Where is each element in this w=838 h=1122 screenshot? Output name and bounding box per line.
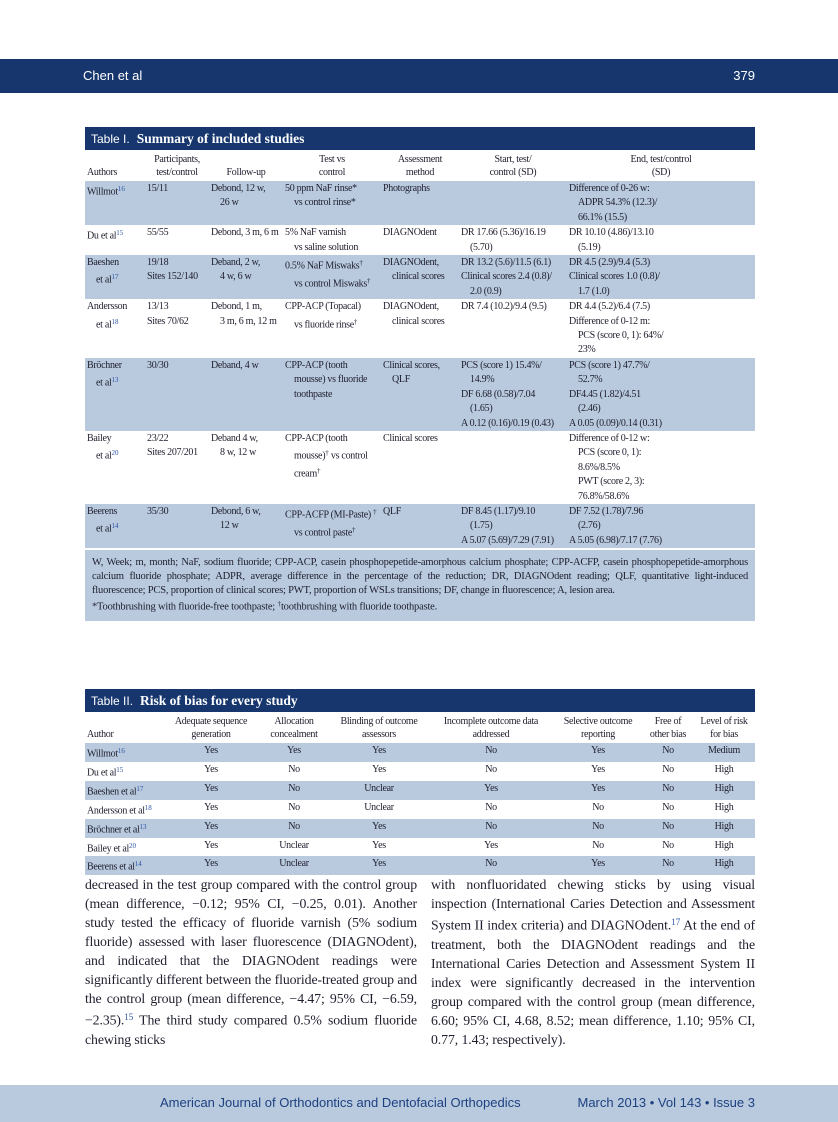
table1-cell (459, 358, 567, 431)
table2-value-cell: High (714, 763, 734, 775)
table2-value-cell: Yes (287, 745, 301, 756)
table2-value-cell: No (662, 858, 674, 870)
citation-ref: 15 (116, 765, 124, 774)
table1-cell (567, 299, 755, 358)
table2-value-cell: Yes (204, 745, 218, 756)
citation-ref: 14 (111, 522, 119, 531)
cell-line: Beerens (87, 505, 118, 517)
footer-band (0, 1085, 838, 1122)
table2-value-cell: High (714, 858, 734, 870)
table2-row (85, 856, 755, 875)
table1-cell (85, 504, 145, 548)
cell-line: Bailey (87, 432, 112, 444)
dagger-mark: † (353, 317, 358, 326)
table2-value-cell: No (662, 801, 674, 813)
table2-value-cell: Yes (591, 763, 605, 775)
table2-value-cell: Yes (204, 820, 218, 832)
cell-line: 52.7% (578, 374, 603, 386)
cell-line: DR 7.4 (10.2)/9.4 (9.5) (461, 301, 547, 313)
cell-line: Willmot$^{16}$ (87, 747, 125, 760)
table1-cell (85, 225, 145, 255)
table1-cell (145, 299, 209, 358)
cell-line: (5.70) (470, 241, 493, 253)
running-head-author: Chen et al (83, 68, 143, 83)
cell-line: Clinical scores 1.0 (0.8)/ (569, 271, 660, 283)
table2-column-header: Adequate sequence generation (174, 716, 248, 740)
table2-author-cell (85, 819, 163, 838)
citation-ref: 18 (111, 317, 119, 326)
cell-line: QLF (392, 374, 410, 386)
table1-cell (381, 504, 459, 548)
citation-ref: 17 (111, 273, 119, 282)
table1-cell (567, 181, 755, 225)
cell-line: 15/11 (147, 183, 168, 194)
table1-cell (567, 504, 755, 548)
table2-value-cell: No (662, 839, 674, 851)
table1-summary-of-studies (85, 150, 755, 548)
cell-line: PWT (score 2, 3): (578, 476, 645, 488)
cell-line: CPP-ACP (tooth (285, 432, 348, 444)
table2-author-cell (85, 800, 163, 819)
cell-line: PCS (score 1) 15.4%/ (461, 359, 542, 371)
table1-cell (85, 358, 145, 431)
cell-line: 30/30 (147, 359, 169, 371)
cell-line: DR 10.10 (4.86)/13.10 (569, 227, 654, 239)
cell-line: Debond, 6 w, (211, 505, 261, 517)
table1-cell (459, 225, 567, 255)
table2-value-cell: High (714, 839, 734, 851)
table2-value-cell: Yes (204, 801, 218, 813)
table1-cell (145, 504, 209, 548)
table2-author-cell (85, 838, 163, 857)
cell-line: DIAGNOdent, (383, 257, 439, 269)
table1-column-header: Assessment method (397, 154, 443, 178)
cell-line: Baeshen (87, 257, 119, 269)
citation-ref: 18 (144, 803, 152, 812)
table1-cell (145, 181, 209, 225)
table2-value-cell: Unclear (364, 782, 394, 794)
citation-ref: 15 (124, 1012, 134, 1022)
table2-value-cell: No (288, 801, 300, 813)
cell-line: 14.9% (470, 374, 495, 386)
cell-line: DIAGNOdent (383, 227, 437, 239)
dagger-mark: † (359, 259, 363, 268)
cell-line: Clinical scores, (383, 359, 440, 371)
table2-author-cell (85, 743, 163, 762)
table2-value-cell: No (485, 858, 497, 870)
citation-ref: 16 (117, 185, 125, 193)
table2-label: Table II. (91, 694, 134, 708)
cell-line: Debond, 3 m, 6 m (211, 227, 279, 239)
cell-line: A 0.12 (0.16)/0.19 (0.43) (461, 417, 554, 429)
cell-line: vs control Miswaks† (294, 276, 371, 290)
cell-line: et al$^{13}$ (96, 376, 119, 389)
table1-cell (145, 431, 209, 504)
cell-line: Deband, 4 w (211, 359, 259, 371)
cell-line: Sites 70/62 (147, 315, 189, 327)
table1-cell (459, 431, 567, 504)
cell-line: 3 m, 6 m, 12 m (220, 315, 277, 327)
table1-cell (145, 358, 209, 431)
page-number: 379 (733, 68, 755, 83)
cell-line: ADPR 54.3% (12.3)/ (578, 197, 658, 209)
table2-value-cell: Yes (204, 782, 218, 794)
table2-column-header: Allocation concealment (270, 716, 318, 740)
table2-author-cell (85, 781, 163, 800)
citation-ref: 13 (111, 376, 119, 385)
cell-line: Difference of 0-12 w: (569, 432, 650, 444)
table2-value-cell: No (592, 820, 604, 832)
table1-cell (381, 299, 459, 358)
table2-column-header: Free of other bias (649, 716, 687, 740)
table1-cell (459, 504, 567, 548)
cell-line: PCS (score 0, 1): (578, 447, 642, 459)
citation-ref: 14 (134, 860, 142, 869)
table1-column-header: End, test/control (SD) (630, 154, 692, 178)
body-text (85, 875, 755, 1049)
cell-line: 0.5% NaF Miswaks† (285, 259, 363, 272)
cell-line: CPP-ACFP (MI-Paste) † (285, 507, 377, 521)
cell-line: DF 7.52 (1.78)/7.96 (569, 505, 644, 517)
table2-value-cell: No (288, 782, 300, 794)
cell-line: 5% NaF varnish (285, 227, 346, 239)
table1-column-header: Authors (87, 166, 118, 178)
cell-line: et al$^{18}$ (96, 317, 119, 331)
table1-cell (283, 225, 381, 255)
cell-line: Deband, 2 w, (211, 257, 261, 269)
citation-ref: 15 (116, 229, 124, 238)
cell-line: DF 8.45 (1.17)/9.10 (461, 505, 536, 517)
table1-cell (283, 255, 381, 299)
citation-ref: 17 (671, 917, 681, 927)
table2-risk-of-bias (85, 712, 755, 875)
table2-value-cell: No (485, 745, 497, 756)
cell-line: et al$^{14}$ (96, 522, 119, 535)
cell-line: A 5.05 (6.98)/7.17 (7.76) (569, 534, 662, 546)
table2-title-bar (85, 689, 755, 712)
cell-line: Clinical scores 2.4 (0.8)/ (461, 271, 552, 283)
table2-value-cell: No (662, 820, 674, 832)
issue-info: March 2013 • Vol 143 • Issue 3 (577, 1095, 755, 1110)
citation-ref: 20 (111, 449, 119, 458)
cell-line: DIAGNOdent, (383, 301, 439, 313)
cell-line: 13/13 (147, 301, 169, 313)
table1-title-bar (85, 127, 755, 150)
table2-value-cell: No (592, 839, 604, 851)
table2-value-cell: Yes (204, 763, 218, 775)
table1-row (85, 255, 755, 299)
cell-line: clinical scores (392, 315, 445, 327)
table2-author-cell (85, 762, 163, 781)
table2-column-header: Selective outcome reporting (563, 716, 633, 740)
table1-label: Table I. (91, 132, 130, 146)
cell-line: Sites 207/201 (147, 447, 198, 459)
cell-line: mousse) vs fluoride (294, 374, 368, 386)
table1-cell (567, 255, 755, 299)
cell-line: 26 w (220, 197, 239, 209)
table2-row (85, 762, 755, 781)
cell-line: vs fluoride rinse† (294, 317, 358, 331)
table1-container (85, 127, 755, 621)
table1-cell (145, 225, 209, 255)
table1-cell (459, 255, 567, 299)
cell-line: et al$^{20}$ (96, 449, 119, 462)
cell-line: Sites 152/140 (147, 271, 198, 283)
cell-line: 35/30 (147, 505, 169, 517)
table1-cell (459, 299, 567, 358)
table2-value-cell: Yes (372, 839, 386, 851)
cell-line: 19/18 (147, 257, 169, 269)
table2-value-cell: Yes (204, 858, 218, 870)
cell-line: toothpaste (294, 388, 333, 400)
table2-value-cell: Yes (484, 839, 498, 851)
cell-line: Willmot$^{16}$ (87, 185, 125, 198)
table2-row (85, 838, 755, 857)
table1-cell (381, 358, 459, 431)
table2-value-cell: Yes (591, 782, 605, 794)
table1-row (85, 299, 755, 358)
cell-line: 66.1% (15.5) (578, 211, 627, 223)
citation-ref: 20 (128, 841, 136, 850)
cell-line: 8 w, 12 w (220, 447, 257, 459)
cell-line: Clinical scores (383, 432, 438, 444)
table1-cell (381, 225, 459, 255)
table1-cell (85, 255, 145, 299)
cell-line: Baeshen et al$^{17}$ (87, 784, 144, 798)
table2-value-cell: No (485, 820, 497, 832)
table1-row (85, 504, 755, 548)
cell-line: (1.75) (470, 520, 493, 532)
cell-line: Deband 4 w, (211, 432, 258, 444)
table2-container (85, 689, 755, 875)
cell-line: CPP-ACP (Topacal) (285, 301, 361, 313)
dagger-mark: † (351, 525, 356, 534)
table2-value-cell: No (485, 763, 497, 775)
cell-line: 23% (578, 344, 596, 356)
table2-value-cell: Yes (591, 858, 605, 870)
dagger-mark: † (325, 449, 329, 458)
cell-line: Bailey et al$^{20}$ (87, 841, 136, 855)
table1-cell (85, 181, 145, 225)
table1-cell (567, 358, 755, 431)
cell-line: PCS (score 1) 47.7%/ (569, 359, 650, 371)
table2-value-cell: High (714, 801, 734, 813)
cell-line: DF4.45 (1.82)/4.51 (569, 388, 641, 400)
table2-value-cell: Unclear (279, 858, 309, 870)
table1-cell (209, 358, 283, 431)
table1-cell (283, 431, 381, 504)
dagger-mark: † (316, 467, 321, 476)
table1-cell (567, 225, 755, 255)
table2-column-header: Author (87, 728, 114, 740)
table1-column-header: Participants, test/control (154, 154, 200, 178)
table1-cell (381, 431, 459, 504)
table1-column-header: Test vs control (318, 154, 346, 178)
table1-row (85, 225, 755, 255)
cell-line: Du et al$^{15}$ (87, 229, 124, 242)
table1-cell (381, 181, 459, 225)
table2-row (85, 819, 755, 838)
body-column-left: decreased in the test group compared with the control group (mean difference, −0.12; 95% CI, −0.25, 0.01). Another study tested the efficacy of fluoride varnish (5% sodium fluoride) assessed with laser fluorescence (DIAGNOdent), and indicated that the DIAGNOdent readings were significantly different between the fluoride-treated group and the control group (mean difference, −4.47; 95% CI, −6.59, −2.35).$^{15}$ The third study compared 0.5% sodium fluoride chewing sticks (85, 877, 417, 1047)
table1-row (85, 431, 755, 504)
table2-author-cell (85, 856, 163, 875)
dagger-mark: † (373, 507, 377, 516)
table2-row (85, 781, 755, 800)
table1-cell (459, 181, 567, 225)
cell-line: Andersson (87, 301, 128, 313)
table1-cell (209, 299, 283, 358)
cell-line: cream† (294, 467, 321, 480)
footnote-abbreviations: W, Week; m, month; NaF, sodium fluoride; CPP-ACP, casein phosphopepetide-amorphous calcium phosphate; CPP-ACFP, casein phosphopepetide-amorphous calcium fluoride phosphate; ADPR, average difference in the percentage of the reduction; DR, DIAGNOdent reading; QLF, quantitative light-induced fluorescence; PCS, proportion of clinical scores; PWT, proportion of WSLs transitions; DF, change in fluorescence; A, lesion area. (92, 557, 748, 596)
cell-line: vs control paste† (294, 525, 356, 539)
cell-line: (1.65) (470, 403, 493, 415)
cell-line: DF 6.68 (0.58)/7.04 (461, 388, 536, 400)
cell-line: 76.8%/58.6% (578, 490, 630, 502)
cell-line: et al$^{17}$ (96, 273, 119, 286)
table2-title: Risk of bias for every study (140, 693, 298, 708)
table2-value-cell: Medium (707, 745, 741, 756)
table1-cell (283, 299, 381, 358)
journal-name: American Journal of Orthodontics and Dentofacial Orthopedics (160, 1095, 521, 1110)
table2-value-cell: Yes (372, 763, 386, 775)
footnote-symbols: *Toothbrushing with fluoride-free toothpaste; †toothbrushing with fluoride toothpaste. (92, 599, 438, 613)
table1-header-row (85, 150, 755, 181)
table2-value-cell: High (714, 820, 734, 832)
table2-value-cell: Unclear (279, 839, 309, 851)
cell-line: Beerens et al$^{14}$ (87, 860, 142, 873)
table1-row (85, 181, 755, 225)
citation-ref: 13 (139, 822, 147, 831)
table2-value-cell: Yes (591, 745, 605, 756)
cell-line: DR 4.5 (2.9)/9.4 (5.3) (569, 257, 650, 269)
cell-line: 55/55 (147, 227, 169, 239)
table1-cell (283, 504, 381, 548)
cell-line: QLF (383, 505, 401, 517)
table1-cell (145, 255, 209, 299)
cell-line: 4 w, 6 w (220, 271, 252, 283)
table1-column-header: Start, test/ control (SD) (489, 154, 537, 178)
table1-cell (209, 255, 283, 299)
table1-cell (283, 358, 381, 431)
table2-row (85, 800, 755, 819)
citation-ref: 17 (136, 784, 144, 793)
table2-value-cell: No (288, 820, 300, 832)
table2-value-cell: Yes (372, 820, 386, 832)
table1-cell (209, 504, 283, 548)
table2-value-cell: No (592, 801, 604, 813)
cell-line: A 0.05 (0.09)/0.14 (0.31) (569, 417, 662, 429)
table1-cell (85, 431, 145, 504)
dagger-mark: † (277, 599, 281, 608)
cell-line: Debond, 1 m, (211, 301, 262, 313)
cell-line: 12 w (220, 520, 239, 532)
cell-line: clinical scores (392, 271, 445, 283)
cell-line: A 5.07 (5.69)/7.29 (7.91) (461, 534, 554, 546)
cell-line: Bröchner et al$^{13}$ (87, 822, 147, 836)
table2-value-cell: No (485, 801, 497, 813)
table2-value-cell: Unclear (364, 801, 394, 813)
cell-line: (2.46) (578, 403, 601, 415)
cell-line: 1.7 (1.0) (578, 285, 610, 297)
cell-line: 8.6%/8.5% (578, 461, 620, 473)
table2-column-header: Blinding of outcome assessors (340, 716, 418, 740)
cell-line: Debond, 12 w, (211, 183, 266, 194)
table2-value-cell: Yes (372, 858, 386, 870)
cell-line: DR 13.2 (5.6)/11.5 (6.1) (461, 257, 551, 269)
table1-cell (209, 181, 283, 225)
cell-line: PCS (score 0, 1): 64%/ (578, 330, 664, 342)
cell-line: vs saline solution (294, 241, 359, 253)
table2-value-cell: Yes (372, 745, 386, 756)
table2-value-cell: High (714, 782, 734, 794)
citation-ref: 16 (117, 747, 125, 755)
table2-header-row (85, 712, 755, 743)
table2-value-cell: No (662, 782, 674, 794)
cell-line: (2.76) (578, 520, 601, 532)
cell-line: Bröchner (87, 359, 122, 371)
cell-line: DR 17.66 (5.36)/16.19 (461, 227, 546, 239)
table2-value-cell: No (662, 763, 674, 775)
table1-cell (381, 255, 459, 299)
cell-line: 50 ppm NaF rinse* (285, 183, 357, 194)
cell-line: mousse)† vs control (294, 449, 368, 462)
table1-footnote (85, 550, 755, 621)
table1-row (85, 358, 755, 431)
cell-line: vs control rinse* (294, 197, 356, 209)
table1-cell (209, 225, 283, 255)
table2-value-cell: Yes (204, 839, 218, 851)
dagger-mark: † (366, 276, 371, 285)
table1-column-header: Follow-up (226, 166, 266, 178)
table2-column-header: Level of risk for bias (700, 716, 748, 740)
table2-row (85, 743, 755, 762)
cell-line: 2.0 (0.9) (470, 285, 502, 297)
cell-line: Difference of 0-26 w: (569, 183, 650, 194)
cell-line: Photographs (383, 183, 430, 194)
top-header-band (0, 59, 838, 93)
table2-value-cell: No (662, 745, 674, 756)
table1-cell (85, 299, 145, 358)
cell-line: (5.19) (578, 241, 601, 253)
cell-line: Andersson et al$^{18}$ (87, 803, 152, 817)
body-column-right: with nonfluoridated chewing sticks by using visual inspection (International Caries Detection and Assessment System II index criteria) and DIAGNOdent.$^{17}$ At the end of treatment, both the DIAGNOdent readings and the International Caries Detection and Assessment System II index were significantly decreased in the intervention group compared with the control group (mean difference, 6.60; 95% CI, 4.68, 8.52; mean difference, 1.10; 95% CI, 0.77, 1.43; respectively). (431, 877, 756, 1047)
cell-line: DR 4.4 (5.2)/6.4 (7.5) (569, 301, 650, 313)
table1-cell (283, 181, 381, 225)
cell-line: 23/22 (147, 432, 169, 444)
table2-value-cell: No (288, 763, 300, 775)
table2-column-header: Incomplete outcome data addressed (443, 716, 539, 740)
table1-cell (567, 431, 755, 504)
table1-title: Summary of included studies (136, 131, 305, 146)
table2-value-cell: Yes (484, 782, 498, 794)
cell-line: Difference of 0-12 m: (569, 315, 650, 327)
cell-line: Du et al$^{15}$ (87, 765, 124, 779)
cell-line: CPP-ACP (tooth (285, 359, 348, 371)
table1-cell (209, 431, 283, 504)
